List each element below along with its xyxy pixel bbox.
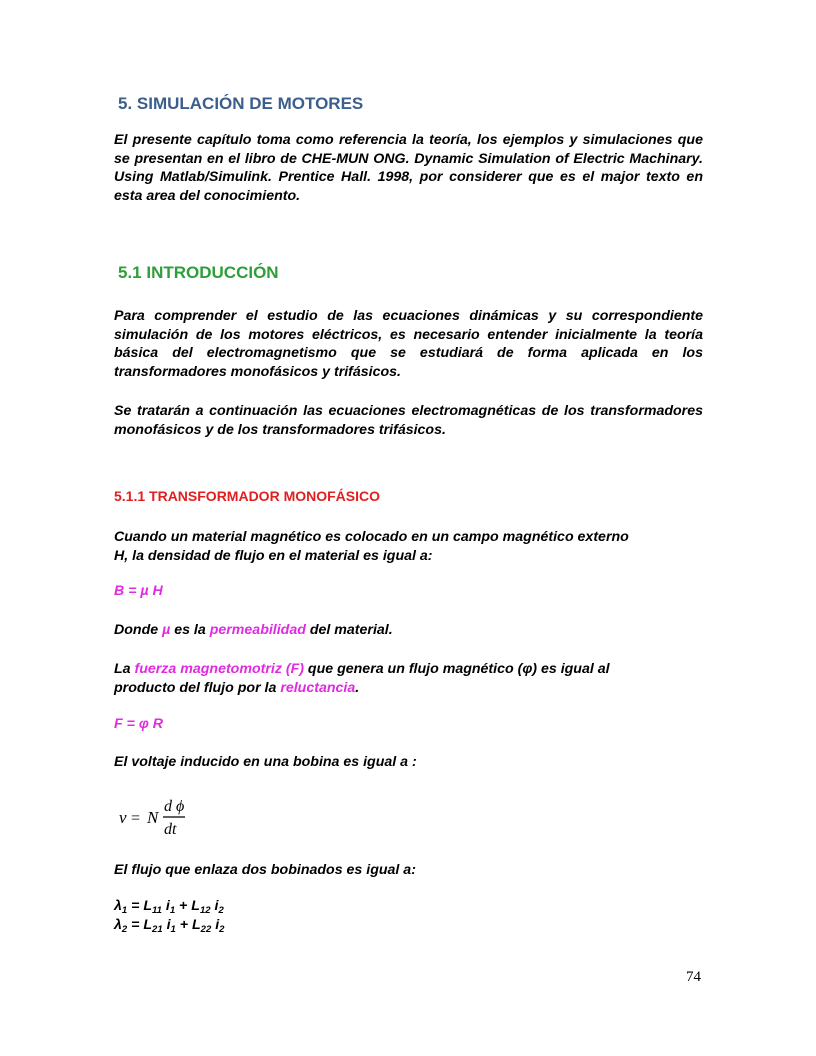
eq-equals: = <box>131 810 141 827</box>
donde-prefix: Donde <box>114 622 163 638</box>
section-heading-introduccion: 5.1 INTRODUCCIÓN <box>118 263 279 282</box>
eq-n: N <box>147 808 159 827</box>
eq-lhs: v <box>119 808 127 827</box>
material-text-line-2: H, la densidad de flujo en el material es igual a: <box>114 548 433 564</box>
page-number: 74 <box>686 969 701 985</box>
chapter-heading: 5. SIMULACIÓN DE MOTORES <box>118 94 364 113</box>
fmm-sentence-line-2 <box>114 679 359 698</box>
introduccion-paragraph-1: Para comprender el estudio de las ecuaciones dinámicas y su correspondiente simulación de los motores eléctricos, es necesario entender inicialmente la teoría básica del electromagnetismo que se estudiará de forma aplicada en los transformadores monofásicos y trifásicos. <box>114 308 703 380</box>
mu-symbol: µ <box>162 622 171 638</box>
fmm-term: fuerza magnetomotriz (F) <box>134 661 304 677</box>
fmm-line2-prefix: producto del flujo por la <box>114 680 281 696</box>
eq-numerator: d ϕ <box>164 798 185 815</box>
voltage-equation <box>117 793 197 839</box>
fmm-rest: que genera un flujo magnético (φ) es igual al <box>303 661 610 677</box>
formula-f: F = φ R <box>114 716 164 732</box>
lambda-2-equation: $\lambda_2 = L_{21}$ $i_1 + L_{22}$ $i_2$ <box>114 917 225 935</box>
voltage-text: El voltaje inducido en una bobina es igual a : <box>114 754 417 770</box>
flux-text: El flujo que enlaza dos bobinados es igual a: <box>114 862 416 878</box>
fmm-sentence-line-1 <box>114 660 610 679</box>
subsection-heading-transformador: 5.1.1 TRANSFORMADOR MONOFÁSICO <box>114 488 381 504</box>
donde-suffix: del material. <box>305 622 393 638</box>
introduccion-paragraph-2: Se tratarán a continuación las ecuaciones electromagnéticas de los transformadores monofásicos y de los transformadores trifásicos. <box>114 403 703 438</box>
fmm-line2-suffix: . <box>355 680 360 696</box>
permeabilidad-sentence <box>114 621 393 640</box>
formula-b: B = µ H <box>114 583 163 599</box>
permeabilidad-term: permeabilidad <box>209 622 306 638</box>
intro-paragraph: El presente capítulo toma como referencia la teoría, los ejemplos y simulaciones que se presentan en el libro de CHE-MUN ONG. Dynamic Simulation of Electric Machinary. Using Matlab/Simulink. Prentice Hall. 1998, por considerer que es el major texto en esta area del conocimiento. <box>114 132 703 204</box>
lambda-1-equation: $\lambda_1 = L_{11}$ $i_1 + L_{12}$ $i_2$ <box>114 898 224 916</box>
donde-middle: es la <box>170 622 210 638</box>
fmm-prefix: La <box>114 661 135 677</box>
eq-denominator: dt <box>164 821 177 838</box>
reluctancia-term: reluctancia <box>280 680 356 696</box>
material-text-line-1: Cuando un material magnético es colocado en un campo magnético externo <box>114 529 629 545</box>
